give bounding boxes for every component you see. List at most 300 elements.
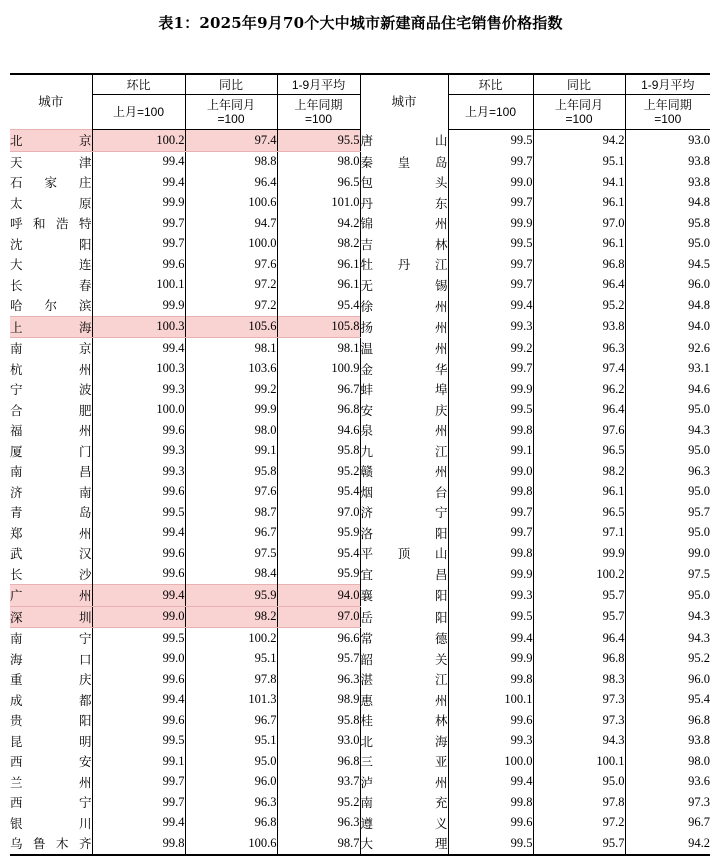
right-avg-cell: 95.0 — [625, 523, 710, 544]
left-city-cell: 南 京 — [10, 341, 92, 357]
left-mom-cell: 99.0 — [92, 606, 185, 628]
right-mom-cell: 99.6 — [448, 813, 533, 834]
mom-sub-label: 上月=100 — [112, 105, 165, 119]
avg-subheader-left — [277, 95, 360, 130]
right-city-cell: 泉 州 — [360, 420, 448, 441]
left-avg-cell: 96.8 — [277, 751, 360, 772]
left-yoy-cell: 100.6 — [185, 193, 277, 214]
left-avg-cell: 98.9 — [277, 690, 360, 711]
left-mom-cell: 99.3 — [92, 461, 185, 482]
right-yoy-cell: 100.1 — [533, 751, 625, 772]
left-mom-cell: 99.3 — [92, 441, 185, 462]
table-row — [10, 400, 710, 421]
table-row — [10, 338, 710, 359]
table-row — [10, 213, 710, 234]
left-yoy-cell: 98.0 — [185, 420, 277, 441]
right-avg-cell: 96.7 — [625, 813, 710, 834]
left-city-cell: 郑 州 — [10, 525, 92, 541]
table-row — [10, 543, 710, 564]
right-yoy-cell: 93.8 — [533, 316, 625, 338]
right-avg-cell: 93.1 — [625, 359, 710, 380]
left-mom-cell: 99.7 — [92, 772, 185, 793]
right-yoy-cell: 96.8 — [533, 649, 625, 670]
left-avg-cell: 95.8 — [277, 441, 360, 462]
right-mom-cell: 99.7 — [448, 193, 533, 214]
left-yoy-cell: 95.1 — [185, 649, 277, 670]
right-city-cell: 徐 州 — [360, 295, 448, 316]
left-yoy-cell: 97.6 — [185, 254, 277, 275]
right-city-cell: 无 锡 — [360, 275, 448, 296]
left-yoy-cell: 96.0 — [185, 772, 277, 793]
right-city-cell: 桂 林 — [360, 710, 448, 731]
left-mom-cell: 99.9 — [92, 295, 185, 316]
left-avg-cell: 105.8 — [277, 316, 360, 338]
table-row — [10, 193, 710, 214]
left-avg-cell: 96.7 — [277, 379, 360, 400]
right-yoy-cell: 94.2 — [533, 130, 625, 152]
right-mom-cell: 99.8 — [448, 792, 533, 813]
table-row — [10, 792, 710, 813]
right-city-cell: 襄 阳 — [360, 585, 448, 607]
table-row — [10, 690, 710, 711]
left-yoy-cell: 96.3 — [185, 792, 277, 813]
left-city-cell: 北 京 — [10, 130, 92, 152]
right-city-cell: 三 亚 — [360, 751, 448, 772]
table-row — [10, 130, 710, 152]
right-yoy-cell: 94.1 — [533, 172, 625, 193]
left-avg-cell: 95.4 — [277, 543, 360, 564]
price-index-table — [10, 73, 710, 856]
table-row — [10, 564, 710, 585]
left-mom-cell: 99.6 — [92, 564, 185, 585]
left-city-cell: 西 宁 — [10, 795, 92, 811]
left-avg-cell: 96.1 — [277, 254, 360, 275]
right-avg-cell: 93.0 — [625, 130, 710, 152]
left-mom-cell: 100.2 — [92, 130, 185, 152]
right-mom-cell: 99.7 — [448, 523, 533, 544]
right-mom-cell: 99.3 — [448, 316, 533, 338]
table-row — [10, 502, 710, 523]
right-avg-cell: 97.3 — [625, 792, 710, 813]
table-row — [10, 379, 710, 400]
left-city-cell: 宁 波 — [10, 382, 92, 398]
right-city-cell: 南 充 — [360, 792, 448, 813]
avg-sub-line1: 上年同期 — [643, 98, 692, 112]
left-city-cell: 天 津 — [10, 154, 92, 170]
table-row — [10, 813, 710, 834]
right-yoy-cell: 97.6 — [533, 420, 625, 441]
left-avg-cell: 96.5 — [277, 172, 360, 193]
table-row — [10, 523, 710, 544]
left-avg-cell: 97.0 — [277, 502, 360, 523]
left-mom-cell: 100.1 — [92, 275, 185, 296]
mom-header-right: 环比 — [448, 74, 533, 95]
right-avg-cell: 95.4 — [625, 690, 710, 711]
left-yoy-cell: 98.2 — [185, 606, 277, 628]
right-avg-cell: 93.8 — [625, 172, 710, 193]
left-yoy-cell: 97.4 — [185, 130, 277, 152]
right-yoy-cell: 96.4 — [533, 400, 625, 421]
table-row — [10, 731, 710, 752]
right-avg-cell: 98.0 — [625, 751, 710, 772]
left-avg-cell: 95.2 — [277, 792, 360, 813]
avg-sub-line2: =100 — [654, 112, 682, 126]
right-yoy-cell: 96.1 — [533, 482, 625, 503]
left-city-cell: 福 州 — [10, 423, 92, 439]
left-avg-cell: 94.0 — [277, 585, 360, 607]
left-yoy-cell: 95.8 — [185, 461, 277, 482]
avg-sub-line2: =100 — [304, 112, 333, 126]
right-city-cell: 常 德 — [360, 628, 448, 649]
left-yoy-cell: 96.7 — [185, 523, 277, 544]
table-row — [10, 275, 710, 296]
table-row — [10, 172, 710, 193]
left-mom-cell: 99.0 — [92, 649, 185, 670]
left-city-cell: 广 州 — [10, 585, 92, 607]
left-city-cell: 沈 阳 — [10, 236, 92, 252]
left-yoy-cell: 101.3 — [185, 690, 277, 711]
right-avg-cell: 94.3 — [625, 628, 710, 649]
left-city-cell: 合 肥 — [10, 402, 92, 418]
left-city-cell: 深 圳 — [10, 606, 92, 628]
right-city-cell: 扬 州 — [360, 316, 448, 338]
left-city-cell: 成 都 — [10, 692, 92, 708]
right-yoy-cell: 99.9 — [533, 543, 625, 564]
left-mom-cell: 99.4 — [92, 813, 185, 834]
left-city-cell: 杭 州 — [10, 361, 92, 377]
left-city-cell: 武 汉 — [10, 546, 92, 562]
right-yoy-cell: 95.7 — [533, 606, 625, 628]
right-yoy-cell: 97.0 — [533, 213, 625, 234]
right-avg-cell: 92.6 — [625, 338, 710, 359]
right-yoy-cell: 96.5 — [533, 502, 625, 523]
right-city-cell: 平顶山 — [360, 543, 448, 564]
right-mom-cell: 99.0 — [448, 172, 533, 193]
right-avg-cell: 96.3 — [625, 461, 710, 482]
table-row — [10, 254, 710, 275]
right-yoy-cell: 97.1 — [533, 523, 625, 544]
left-avg-cell: 98.2 — [277, 234, 360, 255]
right-mom-cell: 99.8 — [448, 482, 533, 503]
left-avg-cell: 97.0 — [277, 606, 360, 628]
right-yoy-cell: 100.2 — [533, 564, 625, 585]
left-yoy-cell: 97.8 — [185, 669, 277, 690]
left-mom-cell: 99.1 — [92, 751, 185, 772]
right-avg-cell: 93.6 — [625, 772, 710, 793]
right-city-cell: 烟 台 — [360, 482, 448, 503]
right-mom-cell: 99.7 — [448, 254, 533, 275]
left-city-cell: 大 连 — [10, 257, 92, 273]
left-avg-cell: 100.9 — [277, 359, 360, 380]
left-yoy-cell: 97.2 — [185, 275, 277, 296]
left-mom-cell: 100.3 — [92, 316, 185, 338]
right-mom-cell: 99.5 — [448, 234, 533, 255]
right-city-cell: 锦 州 — [360, 213, 448, 234]
right-city-cell: 温 州 — [360, 338, 448, 359]
right-city-cell: 安 庆 — [360, 400, 448, 421]
left-avg-cell: 101.0 — [277, 193, 360, 214]
right-yoy-cell: 95.0 — [533, 772, 625, 793]
left-mom-cell: 99.4 — [92, 523, 185, 544]
left-avg-cell: 95.8 — [277, 710, 360, 731]
left-city-cell: 长 春 — [10, 277, 92, 293]
right-yoy-cell: 94.3 — [533, 731, 625, 752]
right-city-cell: 丹 东 — [360, 193, 448, 214]
right-yoy-cell: 95.1 — [533, 151, 625, 172]
yoy-sub-line2: =100 — [217, 112, 245, 126]
left-yoy-cell: 98.7 — [185, 502, 277, 523]
right-yoy-cell: 95.7 — [533, 585, 625, 607]
table-row — [10, 833, 710, 855]
avg-subheader-right — [625, 95, 710, 130]
right-avg-cell: 94.2 — [625, 833, 710, 855]
right-avg-cell: 94.3 — [625, 420, 710, 441]
left-yoy-cell: 99.1 — [185, 441, 277, 462]
right-avg-cell: 95.0 — [625, 441, 710, 462]
mom-header-left: 环比 — [92, 74, 185, 95]
right-avg-cell: 96.0 — [625, 669, 710, 690]
yoy-sub-line2: =100 — [565, 112, 593, 126]
left-avg-cell: 93.7 — [277, 772, 360, 793]
left-city-cell: 厦 门 — [10, 443, 92, 459]
right-mom-cell: 99.7 — [448, 502, 533, 523]
left-mom-cell: 99.4 — [92, 151, 185, 172]
right-mom-cell: 99.4 — [448, 628, 533, 649]
left-mom-cell: 99.6 — [92, 669, 185, 690]
right-city-cell: 大 理 — [360, 833, 448, 855]
left-avg-cell: 98.1 — [277, 338, 360, 359]
right-city-cell: 泸 州 — [360, 772, 448, 793]
left-avg-cell: 96.8 — [277, 400, 360, 421]
right-mom-cell: 99.7 — [448, 359, 533, 380]
left-yoy-cell: 97.2 — [185, 295, 277, 316]
left-avg-cell: 93.0 — [277, 731, 360, 752]
table-title: 表1：2025年9月70个大中城市新建商品住宅销售价格指数 — [158, 14, 563, 32]
right-avg-cell: 94.6 — [625, 379, 710, 400]
right-yoy-cell: 96.4 — [533, 275, 625, 296]
right-avg-cell: 93.8 — [625, 151, 710, 172]
left-city-cell: 长 沙 — [10, 566, 92, 582]
left-avg-cell: 95.9 — [277, 523, 360, 544]
right-mom-cell: 99.5 — [448, 130, 533, 152]
yoy-header-right: 同比 — [533, 74, 625, 95]
table-row — [10, 482, 710, 503]
right-mom-cell: 99.4 — [448, 295, 533, 316]
table-row — [10, 585, 710, 607]
left-yoy-cell: 98.4 — [185, 564, 277, 585]
right-avg-cell: 95.0 — [625, 585, 710, 607]
right-city-cell: 北 海 — [360, 731, 448, 752]
right-mom-cell: 99.9 — [448, 213, 533, 234]
left-avg-cell: 96.3 — [277, 813, 360, 834]
left-city-cell: 海 口 — [10, 651, 92, 667]
left-yoy-cell: 97.6 — [185, 482, 277, 503]
left-city-cell: 济 南 — [10, 484, 92, 500]
yoy-subheader-right — [533, 95, 625, 130]
right-city-cell: 韶 关 — [360, 649, 448, 670]
left-yoy-cell: 97.5 — [185, 543, 277, 564]
right-yoy-cell: 97.3 — [533, 710, 625, 731]
right-city-cell: 唐 山 — [360, 130, 448, 152]
right-avg-cell: 94.8 — [625, 193, 710, 214]
right-yoy-cell: 96.8 — [533, 254, 625, 275]
left-mom-cell: 99.7 — [92, 234, 185, 255]
right-mom-cell: 99.6 — [448, 710, 533, 731]
left-avg-cell: 98.7 — [277, 833, 360, 855]
right-yoy-cell: 96.1 — [533, 234, 625, 255]
left-yoy-cell: 105.6 — [185, 316, 277, 338]
left-avg-cell: 95.7 — [277, 649, 360, 670]
left-avg-cell: 94.6 — [277, 420, 360, 441]
right-mom-cell: 99.8 — [448, 669, 533, 690]
left-avg-cell: 98.0 — [277, 151, 360, 172]
left-city-cell: 兰 州 — [10, 774, 92, 790]
yoy-sub-line1: 上年同月 — [206, 98, 255, 112]
right-avg-cell: 95.0 — [625, 400, 710, 421]
right-city-cell: 惠 州 — [360, 690, 448, 711]
table-row — [10, 628, 710, 649]
left-mom-cell: 99.4 — [92, 690, 185, 711]
right-city-cell: 九 江 — [360, 441, 448, 462]
table-row — [10, 420, 710, 441]
right-avg-cell: 97.5 — [625, 564, 710, 585]
left-city-cell: 重 庆 — [10, 672, 92, 688]
left-city-cell: 哈尔滨 — [10, 298, 92, 314]
table-row — [10, 316, 710, 338]
right-yoy-cell: 96.3 — [533, 338, 625, 359]
left-yoy-cell: 100.0 — [185, 234, 277, 255]
yoy-subheader-left — [185, 95, 277, 130]
left-mom-cell: 99.6 — [92, 420, 185, 441]
left-city-cell: 青 岛 — [10, 505, 92, 521]
table-row — [10, 710, 710, 731]
left-mom-cell: 100.0 — [92, 400, 185, 421]
left-mom-cell: 99.6 — [92, 254, 185, 275]
left-yoy-cell: 95.9 — [185, 585, 277, 607]
left-mom-cell: 99.5 — [92, 502, 185, 523]
left-mom-cell: 99.4 — [92, 585, 185, 607]
right-city-cell: 包 头 — [360, 172, 448, 193]
right-mom-cell: 99.7 — [448, 151, 533, 172]
left-avg-cell: 96.1 — [277, 275, 360, 296]
left-city-cell: 西 安 — [10, 754, 92, 770]
right-avg-cell: 94.0 — [625, 316, 710, 338]
right-city-cell: 金 华 — [360, 359, 448, 380]
left-city-cell: 银 川 — [10, 815, 92, 831]
yoy-header-left: 同比 — [185, 74, 277, 95]
right-mom-cell: 99.8 — [448, 543, 533, 564]
left-yoy-cell: 100.6 — [185, 833, 277, 855]
right-avg-cell: 95.7 — [625, 502, 710, 523]
right-city-cell: 湛 江 — [360, 669, 448, 690]
left-yoy-cell: 95.1 — [185, 731, 277, 752]
left-avg-cell: 96.6 — [277, 628, 360, 649]
left-mom-cell: 99.5 — [92, 731, 185, 752]
table-row — [10, 649, 710, 670]
right-yoy-cell: 95.2 — [533, 295, 625, 316]
yoy-sub-line1: 上年同月 — [554, 98, 603, 112]
right-avg-cell: 95.8 — [625, 213, 710, 234]
left-city-cell: 南 昌 — [10, 464, 92, 480]
left-mom-cell: 99.4 — [92, 172, 185, 193]
right-mom-cell: 100.1 — [448, 690, 533, 711]
left-mom-cell: 99.6 — [92, 710, 185, 731]
left-mom-cell: 99.7 — [92, 213, 185, 234]
left-yoy-cell: 98.1 — [185, 338, 277, 359]
right-city-cell: 济 宁 — [360, 502, 448, 523]
right-avg-cell: 96.8 — [625, 710, 710, 731]
right-city-cell: 蚌 埠 — [360, 379, 448, 400]
left-city-cell: 乌鲁木齐 — [10, 836, 92, 852]
mom-sub-label: 上月=100 — [464, 105, 517, 119]
left-mom-cell: 100.3 — [92, 359, 185, 380]
right-city-cell: 秦皇岛 — [360, 151, 448, 172]
avg-header-right: 1-9月平均 — [625, 74, 710, 95]
city-header-left: 城市 — [38, 94, 64, 109]
left-city-cell: 石家庄 — [10, 175, 92, 191]
right-yoy-cell: 96.1 — [533, 193, 625, 214]
left-avg-cell: 95.4 — [277, 295, 360, 316]
left-avg-cell: 95.2 — [277, 461, 360, 482]
table-row — [10, 234, 710, 255]
right-avg-cell: 95.0 — [625, 482, 710, 503]
right-yoy-cell: 97.4 — [533, 359, 625, 380]
right-yoy-cell: 98.3 — [533, 669, 625, 690]
left-yoy-cell: 94.7 — [185, 213, 277, 234]
right-yoy-cell: 97.3 — [533, 690, 625, 711]
left-avg-cell: 95.9 — [277, 564, 360, 585]
left-city-cell: 南 宁 — [10, 631, 92, 647]
right-avg-cell: 99.0 — [625, 543, 710, 564]
left-mom-cell: 99.4 — [92, 338, 185, 359]
left-avg-cell: 95.5 — [277, 130, 360, 152]
right-mom-cell: 99.9 — [448, 564, 533, 585]
right-yoy-cell: 96.4 — [533, 628, 625, 649]
table-row — [10, 295, 710, 316]
right-yoy-cell: 97.2 — [533, 813, 625, 834]
right-yoy-cell: 96.2 — [533, 379, 625, 400]
mom-subheader-right — [448, 95, 533, 130]
left-mom-cell: 99.5 — [92, 628, 185, 649]
left-avg-cell: 96.3 — [277, 669, 360, 690]
table-row — [10, 441, 710, 462]
table-row — [10, 151, 710, 172]
right-mom-cell: 99.3 — [448, 585, 533, 607]
right-mom-cell: 99.1 — [448, 441, 533, 462]
left-yoy-cell: 99.2 — [185, 379, 277, 400]
right-yoy-cell: 95.7 — [533, 833, 625, 855]
right-city-cell: 宜 昌 — [360, 564, 448, 585]
left-city-cell: 贵 阳 — [10, 713, 92, 729]
right-mom-cell: 100.0 — [448, 751, 533, 772]
table-row — [10, 772, 710, 793]
left-mom-cell: 99.6 — [92, 543, 185, 564]
right-avg-cell: 94.5 — [625, 254, 710, 275]
left-yoy-cell: 103.6 — [185, 359, 277, 380]
right-avg-cell: 94.3 — [625, 606, 710, 628]
right-avg-cell: 95.2 — [625, 649, 710, 670]
right-avg-cell: 95.0 — [625, 234, 710, 255]
left-mom-cell: 99.6 — [92, 482, 185, 503]
right-mom-cell: 99.5 — [448, 606, 533, 628]
right-city-cell: 岳 阳 — [360, 606, 448, 628]
right-mom-cell: 99.4 — [448, 772, 533, 793]
left-city-cell: 呼和浩特 — [10, 216, 92, 232]
table-row — [10, 606, 710, 628]
left-yoy-cell: 99.9 — [185, 400, 277, 421]
right-mom-cell: 99.9 — [448, 379, 533, 400]
right-mom-cell: 99.3 — [448, 731, 533, 752]
